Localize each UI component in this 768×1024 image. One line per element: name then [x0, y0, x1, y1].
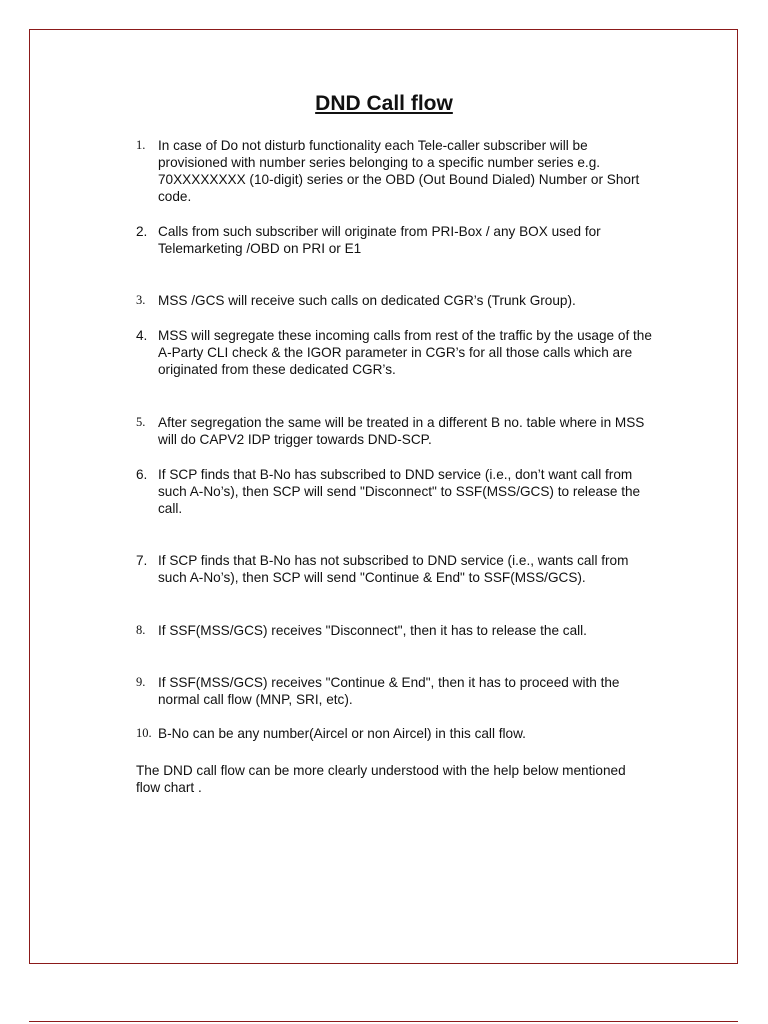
item-number: 8. — [136, 623, 146, 637]
list-item-8 — [136, 622, 656, 639]
list-item-2 — [136, 223, 656, 257]
item-text: MSS /GCS will receive such calls on dedicated CGR’s (Trunk Group). — [158, 293, 576, 308]
list-item-1 — [136, 137, 656, 205]
list-item-10 — [136, 725, 656, 742]
page-title: DND Call flow — [315, 92, 453, 115]
list-item-5 — [136, 414, 656, 448]
item-number: 4. — [136, 328, 148, 343]
item-text: If SCP finds that B-No has subscribed to DND service (i.e., don’t want call from such A-No’s), then SCP will send "Disconnect" to SSF(MSS/GCS) to release the call. — [158, 467, 641, 516]
item-number: 9. — [136, 675, 146, 689]
item-number: 3. — [136, 293, 146, 307]
list-item-6 — [136, 466, 656, 517]
item-number: 1. — [136, 138, 146, 152]
item-text: After segregation the same will be treated in a different B no. table where in MSS will do CAPV2 IDP trigger towards DND-SCP. — [158, 415, 645, 447]
item-text: In case of Do not disturb functionality each Tele-caller subscriber will be provisioned with number series belonging to a specific number series e.g. 70XXXXXXXX (10-digit) series or the OBD (Out Bound Dialed) Number or Short code. — [158, 138, 640, 204]
item-text: If SSF(MSS/GCS) receives "Disconnect", then it has to release the call. — [158, 623, 587, 638]
list-item-4 — [136, 327, 656, 378]
item-text: If SSF(MSS/GCS) receives "Continue & End", then it has to proceed with the normal call flow (MNP, SRI, etc). — [158, 675, 620, 707]
item-number: 2. — [136, 224, 148, 239]
item-number: 7. — [136, 553, 148, 568]
item-text: Calls from such subscriber will originate from PRI-Box / any BOX used for Telemarketing /OBD on PRI or E1 — [158, 224, 601, 256]
item-number: 5. — [136, 415, 146, 429]
closing-paragraph: The DND call flow can be more clearly understood with the help below mentioned flow chart . — [136, 763, 626, 795]
list-item-9 — [136, 674, 656, 708]
next-page-border — [29, 1021, 738, 1022]
item-number: 6. — [136, 467, 148, 482]
item-text: If SCP finds that B-No has not subscribed to DND service (i.e., wants call from such A-No’s), then SCP will send "Continue & End" to SSF(MSS/GCS). — [158, 553, 629, 585]
item-number: 10. — [136, 726, 152, 740]
list-item-7 — [136, 552, 656, 586]
list-item-3 — [136, 292, 656, 309]
item-text: MSS will segregate these incoming calls from rest of the traffic by the usage of the A-Party CLI check & the IGOR parameter in CGR’s for all those calls which are originated from these dedicated CGR’s. — [158, 328, 652, 377]
item-text: B-No can be any number(Aircel or non Aircel) in this call flow. — [158, 726, 526, 741]
